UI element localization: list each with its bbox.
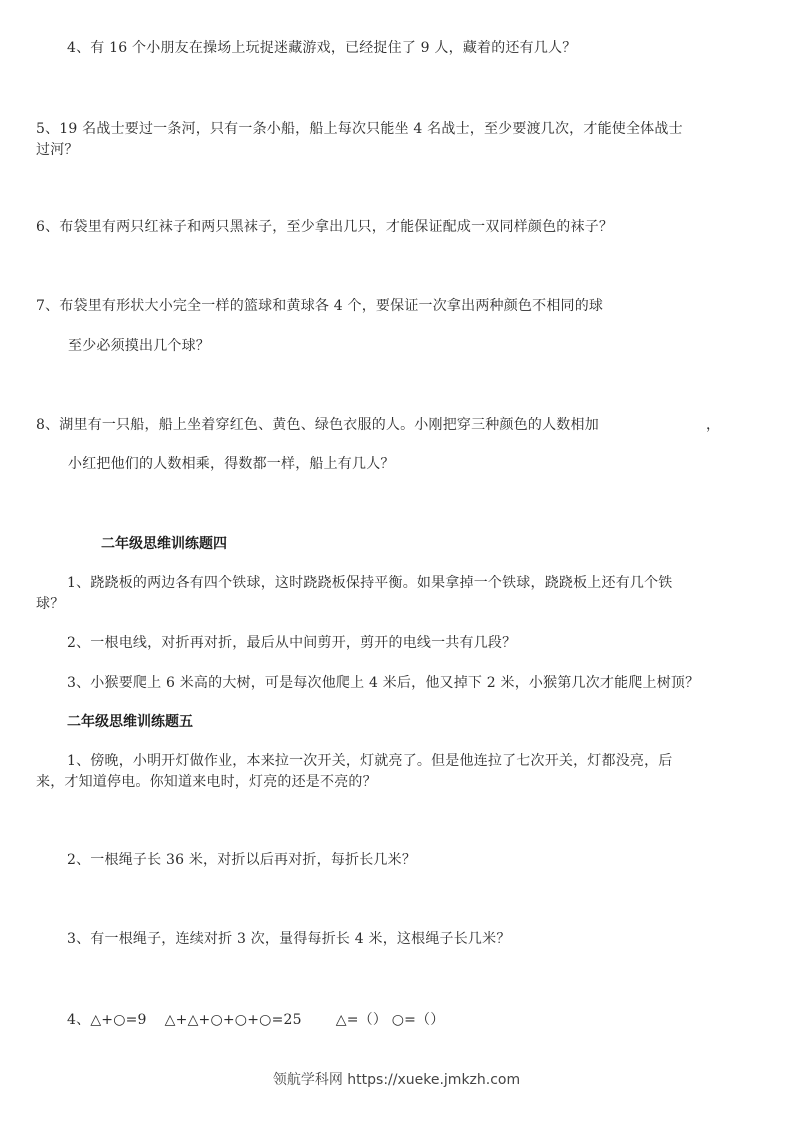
equation-two: △+△+○+○+○=25 [164,1012,302,1028]
question-3-5-line2: 过河？ [36,142,79,158]
equation-one: △+○=9 [90,1012,147,1028]
question-5-1-line2: 来，才知道停电。你知道来电时，灯亮的还是不亮的？ [36,774,377,790]
question-3-5-line1: 5、19 名战士要过一条河，只有一条小船，船上每次只能坐 4 名战士，至少要渡几次，才能使全体战士 [36,121,683,137]
question-5-3: 3、有一根绳子，连续对折 3 次，量得每折长 4 米，这根绳子长几米？ [67,931,511,947]
triangle-answer-blank: △=（） [335,1012,388,1028]
question-5-4-label: 4、 [67,1012,91,1028]
question-5-4 [67,1011,444,1029]
question-3-8-line2: 小红把他们的人数相乘，得数都一样，船上有几人？ [68,456,395,472]
section-four-title: 二年级思维训练题四 [101,536,227,552]
question-5-2: 2、一根绳子长 36 米，对折以后再对折，每折长几米？ [67,852,417,868]
question-5-1-line1: 1、傍晚，小明开灯做作业，本来拉一次开关，灯就亮了。但是他连拉了七次开关，灯都没亮，后 [67,753,673,769]
question-4-2: 2、一根电线，对折再对折，最后从中间剪开，剪开的电线一共有几段？ [67,635,517,651]
section-five-title: 二年级思维训练题五 [67,714,193,730]
question-3-8-comma: ， [706,417,721,433]
question-4-3: 3、小猴要爬上 6 米高的大树，可是每次他爬上 4 米后，他又掉下 2 米，小猴第几次才能爬上树顶？ [67,675,700,691]
question-3-6: 6、布袋里有两只红袜子和两只黑袜子，至少拿出几只，才能保证配成一双同样颜色的袜子？ [36,219,614,235]
question-3-4: 4、有 16 个小朋友在操场上玩捉迷藏游戏，已经捉住了 9 人，藏着的还有几人？ [67,40,577,56]
question-3-8-line1: 8、湖里有一只船，船上坐着穿红色、黄色、绿色衣服的人。小刚把穿三种颜色的人数相加 [36,417,599,433]
circle-answer-blank: ○=（） [391,1012,445,1028]
footer-watermark: 领航学科网 https://xueke.jmkzh.com [272,1072,521,1088]
question-3-7-line2: 至少必须摸出几个球？ [68,338,210,354]
question-3-7-line1: 7、布袋里有形状大小完全一样的篮球和黄球各 4 个，要保证一次拿出两种颜色不相同的球 [36,298,604,314]
question-4-1-line1: 1、跷跷板的两边各有四个铁球，这时跷跷板保持平衡。如果拿掉一个铁球，跷跷板上还有几个铁 [67,575,673,591]
question-4-1-line2: 球？ [36,596,65,612]
